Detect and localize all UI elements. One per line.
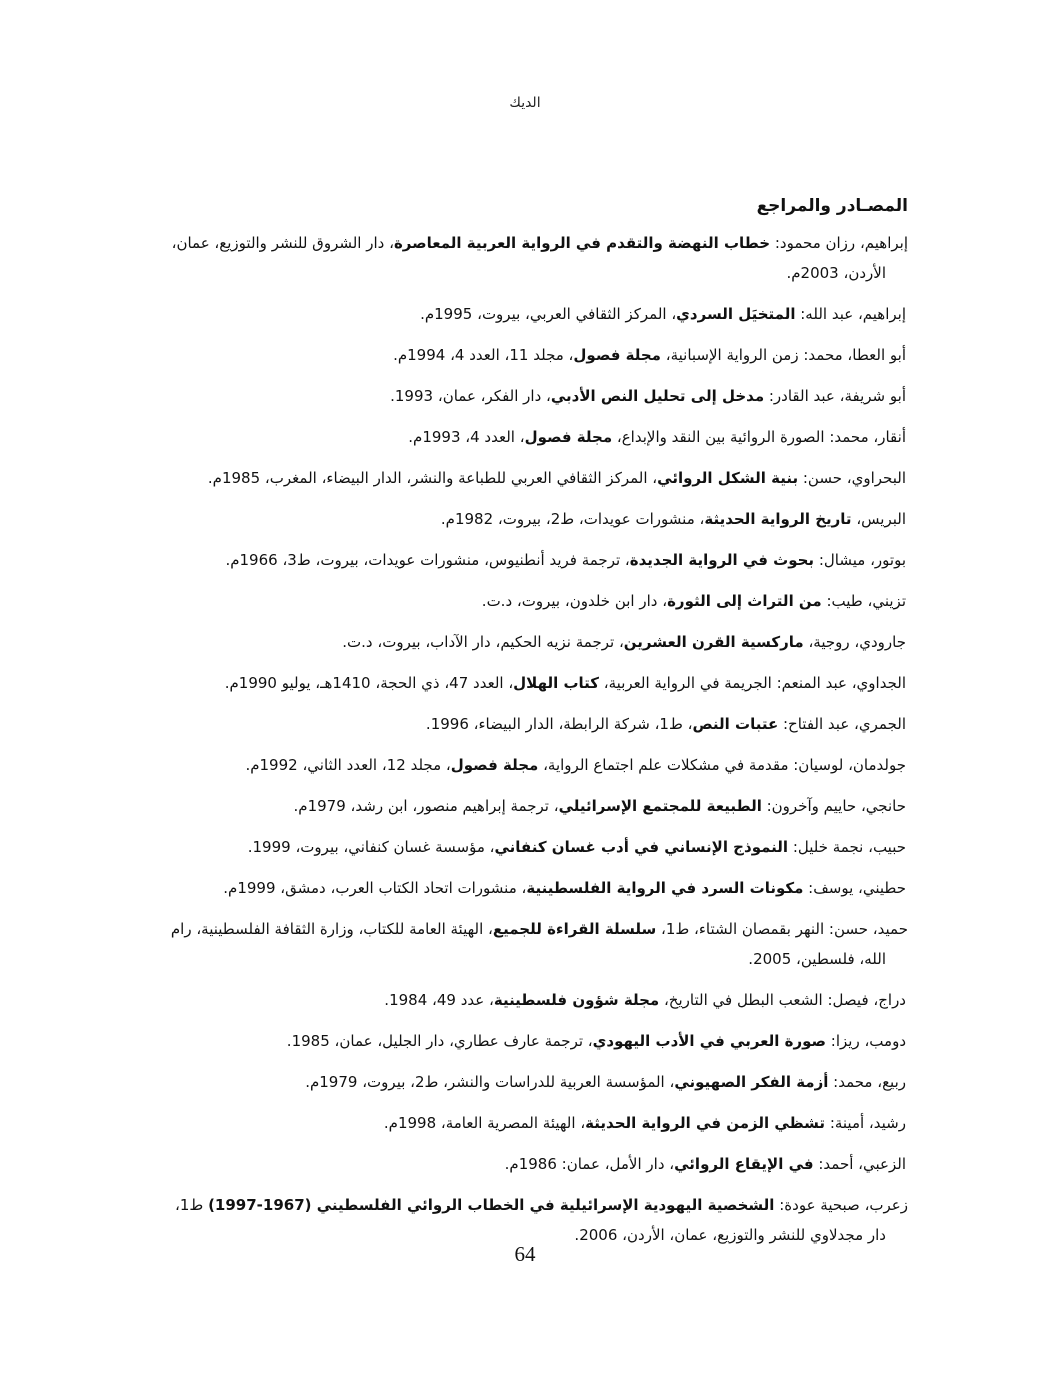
reference-entry [168,504,908,534]
reference-publication-details: ، ترجمة نزيه الحكيم، دار الآداب، بيروت، د.ت. [342,633,624,651]
reference-author-and-info: جارودي، روجية، [803,633,906,651]
reference-author-and-info: جولدمان، لوسيان: مقدمة في مشكلات علم اجتماع الرواية، [538,756,906,774]
reference-author-and-info: البحراوي، حسن: [798,469,906,487]
reference-title: أزمة الفكر الصهيوني [674,1073,829,1091]
reference-publication-details: ، دار الفكر، عمان، 1993. [390,387,551,405]
reference-title: ماركسية القرن العشرين [623,633,804,651]
reference-title: مدخل إلى تحليل النص الأدبي [550,387,765,405]
reference-title: الطبيعة للمجتمع الإسرائيلي [558,797,762,815]
reference-author-and-info: الزعبي، أحمد: [813,1155,906,1173]
reference-title: عتبات النص [692,715,779,733]
reference-publication-details: ، الهيئة المصرية العامة، 1998م. [383,1114,586,1132]
references-list [168,228,908,1261]
reference-entry [168,340,908,370]
reference-author-and-info: حبيب، نجمة خليل: [788,838,906,856]
reference-title: سلسلة القراءة للجميع [492,920,657,938]
reference-publication-details: ، ط1، شركة الرابطة، الدار البيضاء، 1996. [425,715,693,733]
reference-entry [168,299,908,329]
reference-author-and-info: تزيني، طيب: [821,592,906,610]
reference-title: الشخصية اليهودية الإسرائيلية في الخطاب الروائي الفلسطيني (1967-1997) [208,1196,775,1214]
reference-entry [168,463,908,493]
reference-entry [168,668,908,698]
reference-entry [168,1026,908,1056]
reference-publication-details: ، مجلد 12، العدد الثاني، 1992م. [245,756,451,774]
reference-entry [168,545,908,575]
reference-publication-details: ، دار ابن خلدون، بيروت، د.ت. [481,592,668,610]
reference-entry [168,709,908,739]
reference-entry [168,627,908,657]
reference-publication-details: ، الهيئة العامة للكتاب، وزارة الثقافة الفلسطينية، رام الله، فلسطين، 2005. [170,920,886,968]
reference-author-and-info: إبراهيم، رزان محمود: [770,234,908,252]
reference-title: مجلة فصول [450,756,539,774]
reference-author-and-info: بوتور، ميشال: [814,551,906,569]
reference-author-and-info: زعرب، صبحية عودة: [774,1196,908,1214]
reference-publication-details: ، منشورات عويدات، ط2، بيروت، 1982م. [440,510,705,528]
reference-title: مجلة فصول [573,346,661,364]
reference-publication-details: ، مجلد 11، العدد 4، 1994م. [393,346,574,364]
reference-author-and-info: دومب، ريزا: [826,1032,906,1050]
reference-entry [168,985,908,1015]
reference-author-and-info: البريس، [851,510,906,528]
reference-publication-details: ، المؤسسة العربية للدراسات والنشر، ط2، بيروت، 1979م. [305,1073,675,1091]
reference-publication-details: ط1، دار مجدلاوي للنشر والتوزيع، عمان، الأردن، 2006. [175,1196,886,1244]
reference-title: تشظي الزمن في الرواية الحديثة [585,1114,826,1132]
reference-entry [168,873,908,903]
reference-author-and-info: أبو شريفة، عبد القادر: [764,387,906,405]
reference-author-and-info: رشيد، أمينة: [825,1114,906,1132]
reference-entry [168,791,908,821]
reference-title: كتاب الهلال [513,674,600,692]
reference-entry [168,1067,908,1097]
reference-author-and-info: إبراهيم، عبد الله: [795,305,906,323]
reference-title: خطاب النهضة والتقدم في الرواية العربية المعاصرة [393,234,771,252]
reference-publication-details: ، منشورات اتحاد الكتاب العرب، دمشق، 1999م. [223,879,527,897]
reference-author-and-info: الجداوي، عبد المنعم: الجريمة في الرواية العربية، [599,674,906,692]
reference-author-and-info: حطيني، يوسف: [803,879,906,897]
reference-publication-details: ، العدد 4، 1993م. [408,428,525,446]
reference-publication-details: ، ترجمة عارف عطاري، دار الجليل، عمان، 1985. [286,1032,593,1050]
reference-publication-details: ، العدد 47، ذي الحجة، 1410هـ، يوليو 1990م. [224,674,514,692]
reference-author-and-info: ربيع، محمد: [828,1073,906,1091]
reference-title: النموذج الإنساني في أدب غسان كنفاني [494,838,789,856]
section-title: المصـادر والمراجع [756,196,908,216]
reference-title: بحوث في الرواية الجديدة [629,551,815,569]
reference-entry [168,228,908,288]
reference-title: المتخيَل السردي [676,305,796,323]
reference-title: في الإيقاع الروائي [674,1155,814,1173]
running-head: الديك [509,95,541,111]
reference-title: مجلة فصول [524,428,613,446]
reference-title: مجلة شؤون فلسطينية [493,991,660,1009]
reference-author-and-info: الجمري، عبد الفتاح: [778,715,906,733]
reference-author-and-info: أنقار، محمد: الصورة الروائية بين النقد والإبداع، [612,428,906,446]
reference-author-and-info: دراج، فيصل: الشعب البطل في التاريخ، [659,991,906,1009]
reference-publication-details: ، دار الأمل، عمان: 1986م. [504,1155,675,1173]
reference-author-and-info: أبو العطا، محمد: زمن الرواية الإسبانية، [660,346,906,364]
reference-entry [168,586,908,616]
reference-entry [168,832,908,862]
page-number: 64 [514,1242,536,1266]
reference-entry [168,750,908,780]
reference-publication-details: ، المركز الثقافي العربي، بيروت، 1995م. [420,305,677,323]
reference-author-and-info: حميد، حسن: النهر بقمصان الشتاء، ط1، [656,920,908,938]
reference-title: بنية الشكل الروائي [657,469,799,487]
reference-author-and-info: حانجي، حاييم وآخرون: [761,797,906,815]
reference-publication-details: ، ترجمة إبراهيم منصور، ابن رشد، 1979م. [293,797,559,815]
reference-entry [168,1190,908,1250]
reference-publication-details: ، عدد 49، 1984. [384,991,494,1009]
reference-title: صورة العربي في الأدب اليهودي [592,1032,827,1050]
reference-entry [168,381,908,411]
reference-entry [168,422,908,452]
reference-publication-details: ، ترجمة فريد أنطنيوس، منشورات عويدات، بيروت، ط3، 1966م. [225,551,630,569]
reference-title: من التراث إلى الثورة [667,592,822,610]
reference-publication-details: ، مؤسسة غسان كنفاني، بيروت، 1999. [247,838,495,856]
reference-title: مكونات السرد في الرواية الفلسطينية [526,879,804,897]
reference-title: تاريخ الرواية الحديثة [704,510,852,528]
reference-publication-details: ، المركز الثقافي العربي للطباعة والنشر، الدار البيضاء، المغرب، 1985م. [207,469,658,487]
reference-entry [168,914,908,974]
reference-entry [168,1149,908,1179]
reference-entry [168,1108,908,1138]
reference-publication-details: ، دار الشروق للنشر والتوزيع، عمان، الأردن، 2003م. [171,234,886,282]
